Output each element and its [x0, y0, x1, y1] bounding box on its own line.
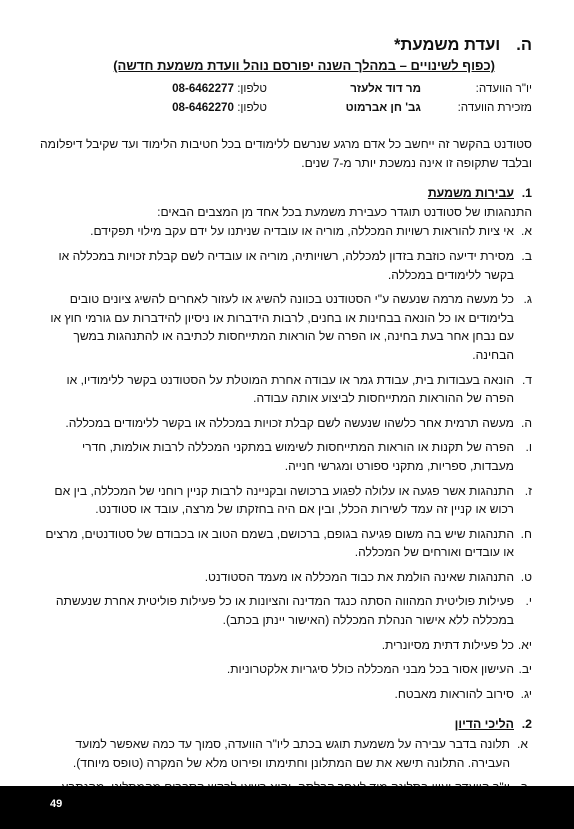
offense-list [40, 222, 532, 703]
phone-label: טלפון: [237, 101, 267, 114]
list-item [40, 371, 532, 408]
list-item [40, 592, 532, 629]
list-item [40, 438, 532, 475]
committee-role: יו"ר הוועדה: [475, 82, 532, 95]
item-marker: ז. [524, 483, 532, 498]
item-text: מסירת ידיעה כוזבת בזדון למכללה, רשויותיה, מוריה או עובדיה לשם קבלת זכויות במכללה או בקשר ללימודים במכללה. [58, 248, 514, 282]
item-marker: יב. [518, 662, 532, 677]
item-marker: ט. [520, 569, 532, 584]
section-header [40, 34, 532, 56]
item-marker: ה. [520, 415, 532, 430]
subsection-title [40, 715, 532, 734]
section-heading [394, 34, 532, 56]
committee-row-secretary [40, 98, 532, 117]
committee-name: מר דוד אלעזר [350, 82, 421, 95]
item-text: תלונה בדבר עבירה על משמעת תוגש בכתב ליו"ר הוועדה, סמוך עד כמה שאפשר למועד העבירה. התלונה תישא את שם המתלונן וחתימתו ופירוט מלא של המקרה (טופס מיוחד). [72, 737, 510, 770]
intro-paragraph: סטודנט בהקשר זה ייחשב כל אדם מרגע שנרשם ללימודים בכל חטיבות הלימוד ועד שקיבל דיפלומה ובלבד שתקופה זו אינה נמשכת יותר מ-7 שנים. [40, 137, 532, 170]
item-text: פעילות פוליטית המהווה הסתה כנגד המדינה והציונות או כל פעילות פוליטית אחרת שנעשתה במכללה ללא אישור הנהלת המכללה (האישור יינתן בכתב). [55, 594, 514, 628]
section-subtitle: (כפוף לשינויים – במהלך השנה יפורסם נוהל וועדת משמעת חדשה) [113, 58, 495, 73]
item-marker: ח. [520, 526, 532, 541]
item-text: הונאה בעבודות בית, עבודת גמר או עבודה אחרת המוטלת על הסטודנט בקשר ללימודיו, או הפרה של ההוראות המתייחסות לביצוע אותה עבודה. [66, 372, 514, 406]
phone-label: טלפון: [237, 82, 267, 95]
list-item [40, 685, 532, 704]
list-item [40, 735, 528, 772]
subsection-title [40, 184, 532, 203]
subsection-number: 2. [521, 717, 532, 732]
item-text: אי ציות להוראות רשויות המכללה, מוריה או עובדיה שניתנו על ידם עקב מילוי תפקידם. [90, 224, 514, 239]
item-marker: יא. [517, 637, 532, 652]
committee-row-chair [40, 79, 532, 98]
item-marker: יג. [520, 686, 532, 701]
subsection-number: 1. [521, 186, 532, 201]
page-content [40, 34, 532, 821]
item-text: סירוב להוראות מאבטח. [394, 686, 514, 701]
list-item [40, 482, 532, 519]
committee-phone [172, 79, 267, 98]
item-text: התנהגות שיש בה משום פגיעה בגופם, ברכושם, בשמם הטוב או בכבודם של סטודנטים, מרצים או עובדים ואורחים של המכללה. [45, 526, 514, 560]
item-marker: ו. [525, 440, 532, 455]
list-item [40, 290, 532, 364]
list-item [40, 414, 532, 433]
list-item [40, 636, 532, 655]
list-item [40, 568, 532, 587]
item-text: הפרה של תקנות או הוראות המתייחסות לשימוש במתקני המכללה לרבות אולמות, חדרי מעבדות, ספריות, מתקני ספורט ומגרשי חנייה. [81, 440, 514, 473]
subsection-offenses [40, 184, 532, 703]
item-marker: ב. [521, 248, 532, 263]
item-marker: ג. [523, 292, 532, 307]
item-marker: י. [525, 594, 532, 609]
page-number: 49 [50, 798, 63, 810]
phone-number: 08-6462270 [172, 101, 234, 114]
page-footer [0, 786, 574, 829]
phone-number: 08-6462277 [172, 82, 234, 95]
committee-info [40, 79, 532, 117]
committee-phone [172, 98, 267, 117]
list-item [40, 660, 532, 679]
item-text: מעשה תרמית אחר כלשהו שנעשה לשם קבלת זכויות במכללה או בקשר ללימודים במכללה. [65, 415, 514, 430]
subsection-title-text: הליכי הדיון [454, 717, 514, 732]
item-marker: ד. [521, 372, 532, 387]
item-marker: א. [517, 737, 528, 752]
item-text: כל פעילות דתית מסיונרית. [381, 637, 514, 652]
list-item [40, 222, 532, 241]
item-marker: א. [521, 224, 532, 239]
subsection-lead: התנהגותו של סטודנט תוגדר כעבירת משמעת בכל אחד מן המצבים הבאים: [157, 204, 532, 219]
committee-role: מזכירת הוועדה: [457, 101, 532, 114]
section-letter: ה. [516, 36, 532, 54]
list-item [40, 525, 532, 562]
committee-name: גב' חן אברמוט [345, 101, 421, 114]
item-text: כל מעשה מרמה שנעשה ע"י הסטודנט בכוונה להשיג או לעזור לאחרים להשיג ציונים טובים בלימודים או כל הונאה בבחינות או בחנים, לרבות הידברות או ניסיון להידברות עם גורמי חוץ או עם נבחן אחר בעת בחינה, או הפרה של הוראות המתייחסות לכתיבה או להתנהגות במשך הבחינה. [50, 292, 514, 362]
section-title: ועדת משמעת* [394, 36, 501, 54]
item-text: התנהגות אשר פגעה או עלולה לפגוע ברכושה ובקניינה לרבות קניין רוחני של המכללה, בין אם רכוש או קניין זה עמד לשירות הכלל, ובין אם היה בחזקתו של מרצה, עובד או סטודנט. [54, 483, 514, 517]
list-item [40, 247, 532, 284]
item-text: התנהגות שאינה הולמת את כבוד המכללה או מעמד הסטודנט. [204, 569, 514, 584]
item-text: העישון אסור בכל מבני המכללה כולל סיגריות אלקטרוניות. [226, 662, 514, 677]
subsection-title-text: עבירות משמעת [427, 186, 514, 201]
